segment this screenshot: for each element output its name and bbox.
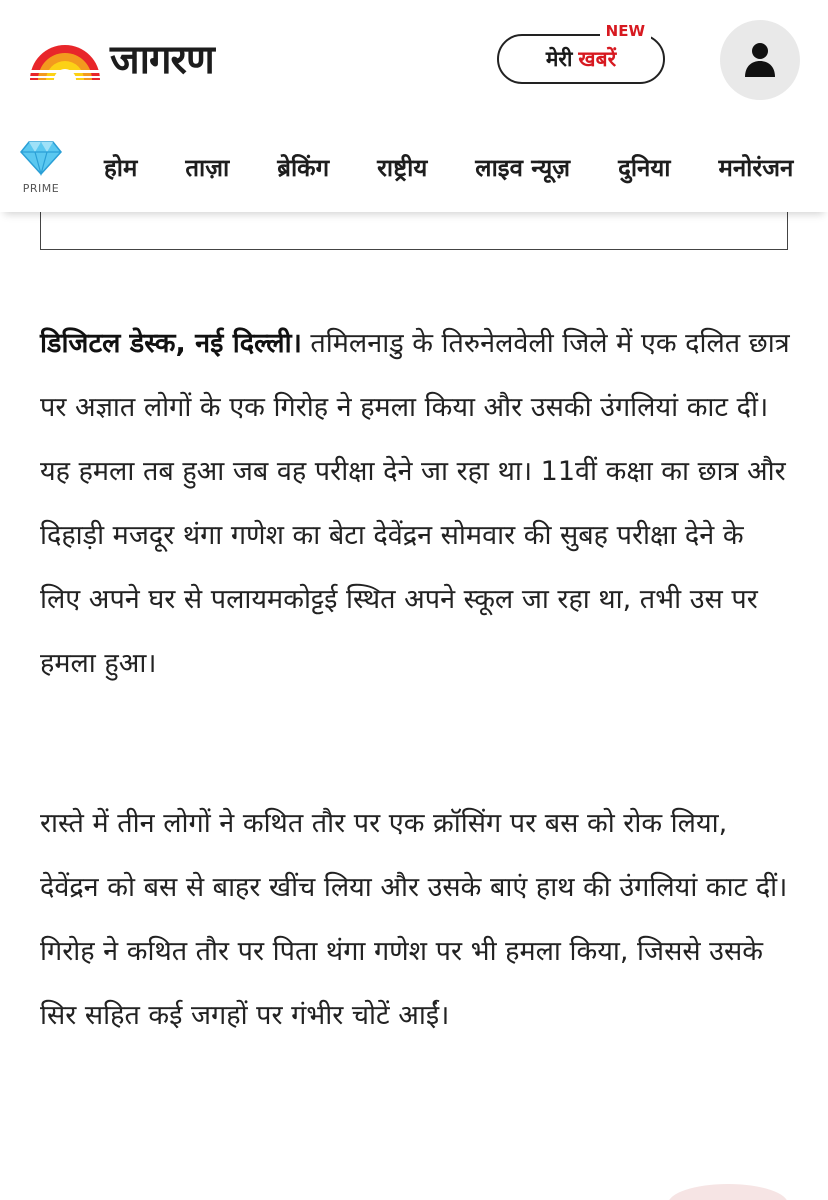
floating-widget-edge (668, 1184, 788, 1200)
nav-items (104, 122, 828, 212)
nav-item-breaking[interactable]: ब्रेकिंग (277, 153, 330, 182)
paragraph-1-text: तमिलनाडु के तिरुनेलवेली जिले में एक दलित छात्र पर अज्ञात लोगों के एक गिरोह ने हमला किया और उसकी उंगलियां काट दीं। यह हमला तब हुआ जब वह परीक्षा देने जा रहा था। 11वीं कक्षा का छात्र और दिहाड़ी मजदूर थंगा गणेश का बेटा देवेंद्रन सोमवार की सुबह परीक्षा देने के लिए अपने घर से पलायमकोट्टई स्थित अपने स्कूल जा रहा था, तभी उस पर हमला हुआ। (40, 328, 790, 679)
diamond-icon (19, 140, 63, 176)
my-news-wrapper (497, 22, 669, 88)
dateline: डिजिटल डेस्क, नई दिल्ली। (40, 328, 302, 359)
my-news-label-part1: मेरी (545, 47, 573, 71)
paragraph-2-text: रास्ते में तीन लोगों ने कथित तौर पर एक क्रॉसिंग पर बस को रोक लिया, देवेंद्रन को बस से बाहर खींच लिया और उसके बाएं हाथ की उंगलियां काट दीं। गिरोह ने कथित तौर पर पिता थंगा गणेश पर भी हमला किया, जिससे उसके सिर सहित कई जगहों पर गंभीर चोटें आईं। (40, 808, 788, 1031)
prime-label: PRIME (22, 182, 60, 195)
rising-sun-icon (28, 40, 102, 80)
new-badge: NEW (600, 22, 651, 40)
logo-text: जागरण (110, 37, 214, 83)
my-news-button[interactable] (497, 34, 665, 84)
user-icon (743, 42, 777, 78)
nav-item-live-news[interactable]: लाइव न्यूज़ (475, 153, 571, 182)
article-body (40, 312, 792, 1144)
nav-item-home[interactable]: होम (104, 153, 138, 182)
nav-item-national[interactable]: राष्ट्रीय (377, 153, 428, 182)
article-paragraph-2 (40, 792, 792, 1048)
nav-item-entertainment[interactable]: मनोरंजन (718, 153, 794, 182)
profile-button[interactable] (720, 20, 800, 100)
my-news-label-part2: खबरें (578, 47, 617, 71)
jagran-logo[interactable] (28, 38, 214, 82)
article-paragraph-1 (40, 312, 792, 696)
prime-link[interactable] (16, 140, 66, 195)
nav-item-latest[interactable]: ताज़ा (185, 153, 230, 182)
site-header (0, 0, 828, 122)
main-nav (0, 122, 828, 212)
nav-item-world[interactable]: दुनिया (618, 153, 671, 182)
